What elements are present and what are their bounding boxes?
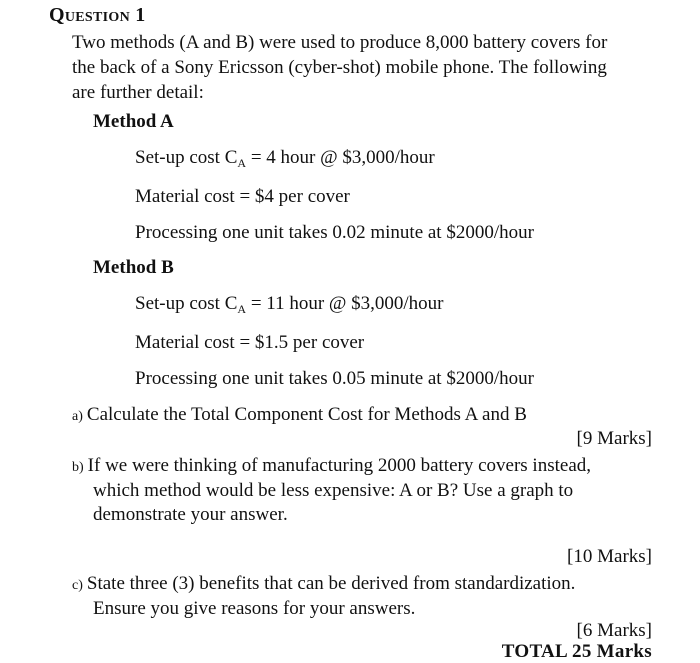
method-a-setup-cost xyxy=(135,147,435,171)
question-c-text-line-2: Ensure you give reasons for your answers. xyxy=(93,598,416,619)
intro-paragraph xyxy=(72,30,672,105)
question-b-text-line-1: If we were thinking of manufacturing 2000 battery covers instead, xyxy=(87,455,592,476)
question-c-marks: [6 Marks] xyxy=(576,620,652,641)
question-b-marks: [10 Marks] xyxy=(567,546,652,567)
method-b-setup-prefix: Set-up cost C xyxy=(135,293,238,314)
question-c-text-line-1: State three (3) benefits that can be derived from standardization. xyxy=(86,573,576,594)
method-a-processing: Processing one unit takes 0.02 minute at $2000/hour xyxy=(135,222,534,243)
method-b-material-cost: Material cost = $1.5 per cover xyxy=(135,332,365,353)
question-c xyxy=(72,571,662,598)
question-b xyxy=(72,453,662,480)
question-a-text: Calculate the Total Component Cost for Methods A and B xyxy=(86,404,527,425)
question-heading: Question 1 xyxy=(49,4,146,26)
method-a-setup-suffix: = 4 hour @ $3,000/hour xyxy=(246,147,435,168)
question-b-text-line-3: demonstrate your answer. xyxy=(93,504,288,525)
question-a-marker: a) xyxy=(72,409,83,424)
question-b-marker: b) xyxy=(72,460,84,475)
question-a xyxy=(72,402,662,429)
question-c-marker: c) xyxy=(72,578,83,593)
question-b-text-line-2: which method would be less expensive: A or B? Use a graph to xyxy=(93,480,574,501)
method-b-setup-suffix: = 11 hour @ $3,000/hour xyxy=(246,293,444,314)
total-marks: TOTAL 25 Marks xyxy=(501,641,652,662)
method-b-processing: Processing one unit takes 0.05 minute at $2000/hour xyxy=(135,368,534,389)
method-b-setup-subscript: A xyxy=(237,302,247,316)
intro-line-3: are further detail: xyxy=(72,82,204,103)
method-a-setup-prefix: Set-up cost C xyxy=(135,147,238,168)
method-b-title: Method B xyxy=(93,257,174,278)
question-a-marks: [9 Marks] xyxy=(576,428,652,449)
method-a-title: Method A xyxy=(93,111,174,132)
intro-line-1: Two methods (A and B) were used to produce 8,000 battery covers for xyxy=(72,32,608,53)
method-a-material-cost: Material cost = $4 per cover xyxy=(135,186,350,207)
method-b-setup-cost xyxy=(135,293,444,317)
method-a-setup-subscript: A xyxy=(237,156,247,170)
intro-line-2: the back of a Sony Ericsson (cyber-shot) mobile phone. The following xyxy=(72,57,607,78)
